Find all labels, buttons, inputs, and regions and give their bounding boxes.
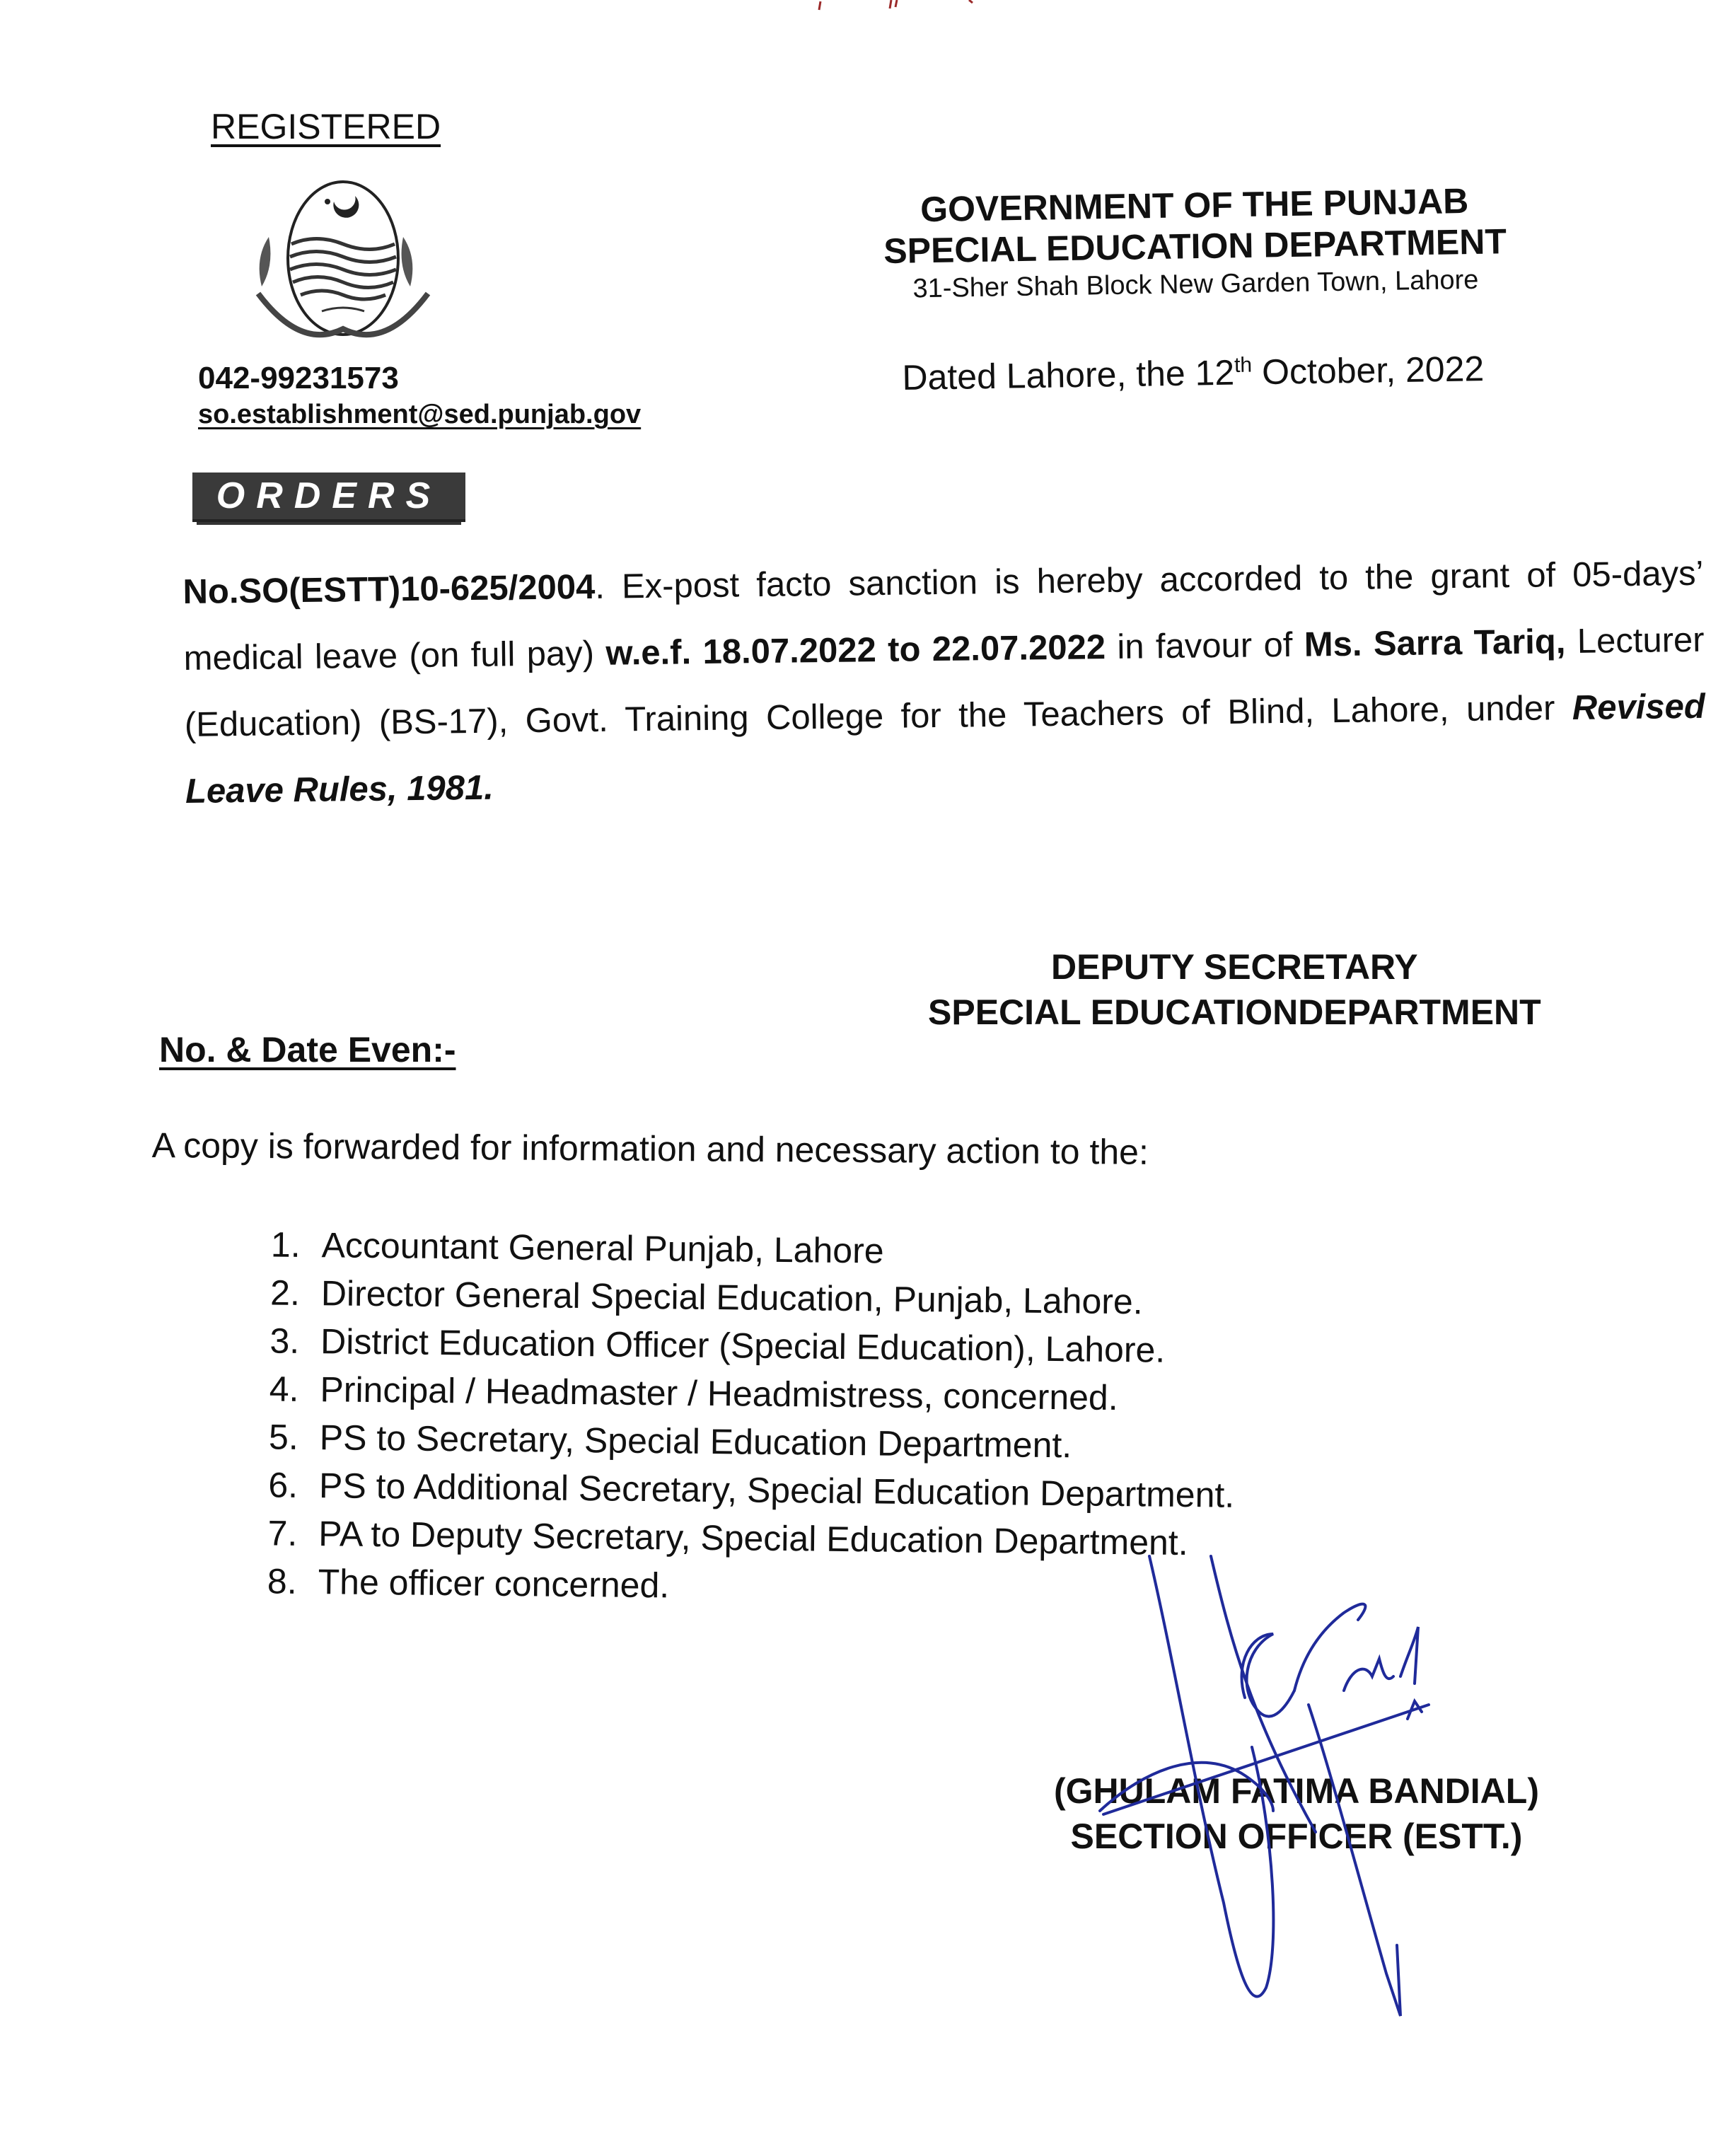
signatory-title: DEPUTY SECRETARY bbox=[1051, 947, 1418, 987]
list-text: PS to Secretary, Special Education Department. bbox=[319, 1418, 1072, 1466]
government-name: GOVERNMENT OF THE PUNJAB bbox=[919, 180, 1469, 230]
employee-name: Ms. Sarra Tariq, bbox=[1304, 622, 1566, 664]
email-link[interactable]: so.establishment@sed.punjab.gov bbox=[198, 400, 642, 429]
distribution-list bbox=[236, 1220, 1237, 1616]
list-text: District Education Officer (Special Education), Lahore. bbox=[320, 1321, 1166, 1370]
copy-forwarded-text: A copy is forwarded for information and necessary action to the: bbox=[151, 1125, 1149, 1172]
list-number: 7. bbox=[267, 1513, 298, 1553]
top-edge-mark bbox=[813, 0, 1026, 14]
dated-line bbox=[902, 348, 1485, 398]
organization-header bbox=[883, 180, 1507, 307]
signatory-department: SPECIAL EDUCATIONDEPARTMENT bbox=[928, 992, 1541, 1032]
list-text: Director General Special Education, Punjab, Lahore. bbox=[320, 1273, 1143, 1322]
body-text-3: Lecturer (Education) (BS-17), Govt. Training College for the Teachers of Blind, Lahore, under bbox=[184, 620, 1705, 744]
phone-number: 042-99231573 bbox=[198, 361, 399, 395]
orders-heading: ORDERS bbox=[192, 473, 465, 522]
department-address: 31-Sher Shah Block New Garden Town, Lahore bbox=[912, 265, 1479, 304]
dated-suffix: October, 2022 bbox=[1251, 349, 1485, 393]
list-number: 1. bbox=[270, 1224, 301, 1265]
list-text: Accountant General Punjab, Lahore bbox=[321, 1225, 884, 1271]
list-number: 5. bbox=[268, 1417, 299, 1457]
list-text: PS to Additional Secretary, Special Education Department. bbox=[318, 1466, 1235, 1515]
leave-period: w.e.f. 18.07.2022 to 22.07.2022 bbox=[605, 628, 1106, 673]
list-number: 3. bbox=[269, 1321, 300, 1361]
reference-number: No.SO(ESTT)10-625/2004 bbox=[182, 567, 596, 611]
registered-label: REGISTERED bbox=[211, 107, 441, 146]
dated-prefix: Dated Lahore, the 12 bbox=[902, 352, 1235, 398]
punjab-emblem-icon bbox=[226, 173, 460, 350]
section-officer-block bbox=[1054, 1768, 1539, 1859]
list-number: 8. bbox=[267, 1561, 297, 1601]
list-text: PA to Deputy Secretary, Special Education Department. bbox=[318, 1514, 1188, 1563]
list-text: Principal / Headmaster / Headmistress, concerned. bbox=[320, 1369, 1118, 1418]
leave-rules: Revised Leave Rules, 1981. bbox=[185, 687, 1706, 811]
body-text-2: in favour of bbox=[1105, 625, 1305, 667]
dated-ordinal: th bbox=[1234, 353, 1253, 377]
body-text-1: . Ex-post facto sanction is hereby accorded to the grant of 05-days’ medical leave (on full pay) bbox=[183, 554, 1704, 678]
list-text: The officer concerned. bbox=[318, 1562, 670, 1606]
officer-name: (GHULAM FATIMA BANDIAL) bbox=[1054, 1771, 1539, 1811]
no-date-even-heading: No. & Date Even:- bbox=[159, 1030, 456, 1070]
order-body bbox=[182, 540, 1706, 825]
officer-designation: SECTION OFFICER (ESTT.) bbox=[1070, 1816, 1523, 1856]
list-number: 4. bbox=[269, 1369, 299, 1409]
list-number: 2. bbox=[269, 1273, 301, 1313]
department-name: SPECIAL EDUCATION DEPARTMENT bbox=[883, 221, 1507, 271]
deputy-secretary-block bbox=[928, 944, 1541, 1035]
list-number: 6. bbox=[268, 1465, 298, 1505]
